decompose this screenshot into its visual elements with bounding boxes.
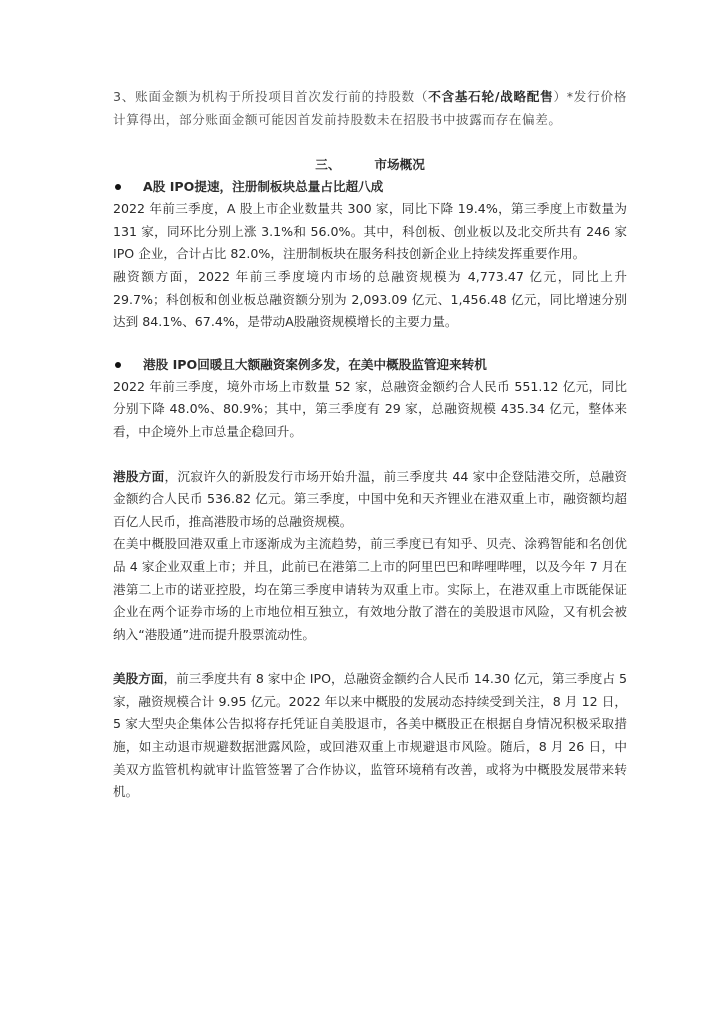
bullet-heading-text: A股 IPO提速，注册制板块总量占比超八成 [143,179,384,195]
overseas-paragraph: 2022 年前三季度，境外市场上市数量 52 家，总融资金额约合人民币 551.12 亿元，同比分别下降 48.0%、80.9%；其中，第三季度有 29 家，总融资规模 435.34 亿元，整体来看，中企境外上市总量企稳回升。 [113,378,627,439]
bullet-dot-icon [115,362,121,368]
document-page [113,86,627,804]
footnote-paragraph [113,86,627,131]
bullet-dot-icon [115,184,121,190]
hk-paragraph-2: 在美中概股回港双重上市逐渐成为主流趋势，前三季度已有知乎、贝壳、涂鸦智能和名创优品 4 家企业双重上市；并且，此前已在港第二上市的阿里巴巴和哔哩哔哩，以及今年 7 月在港第二上市的诺亚控股，均在第三季度申请转为双重上市。实际上，在港双重上市既能保证企业在两个证券市场的上市地位相互独立，有效地分散了潜在的美股退市风险，又有机会被纳入“港股通”进而提升股票流动性。 [113,536,627,642]
us-paragraph [113,668,627,804]
hk-paragraph-1 [113,466,627,534]
footnote-text-end: ）*发行价格计算得出，部分账面金额可能因首发前持股数未在招股书中披露而存在偏差。 [113,89,627,127]
us-paragraph-text: ，前三季度共有 8 家中企 IPO，总融资金额约合人民币 14.30 亿元，第三季度占 5 家，融资规模合计 9.95 亿元。2022 年以来中概股的发展动态持续受到关注，8 月 12 日，5 家大型央企集体公告拟将存托凭证自美股退市，各美中概股正在根据自身情况积极采取措施，如主动退市规避数据泄露风险，或回港双重上市规避退市风险。随后，8 月 26 日，中美双方监管机构就审计监管签署了合作协议，监管环境稍有改善，或将为中概股发展带来转机。 [113,671,627,800]
a-share-paragraph-2: 融资额方面，2022 年前三季度境内市场的总融资规模为 4,773.47 亿元，同比上升 29.7%；科创板和创业板总融资额分别为 2,093.09 亿元、1,456.48 亿元，同比增速分别达到 84.1%、67.4%，是带动A股融资规模增长的主要力量。 [113,268,627,330]
section-number: 三、 [315,157,341,173]
bullet-heading-hk-ipo [113,354,627,376]
a-share-paragraph-1: 2022 年前三季度，A 股上市企业数量共 300 家，同比下降 19.4%，第三季度上市数量为 131 家，同环比分别上涨 3.1%和 56.0%。其中，科创板、创业板以及北交所共有 246 家 IPO 企业，合计占比 82.0%，注册制板块在服务科技创新企业上持续发挥重要作用。 [113,201,627,262]
us-label: 美股方面 [113,671,164,687]
section-heading [113,154,627,176]
hk-paragraph-1-text: ，沉寂许久的新股发行市场开始升温，前三季度共 44 家中企登陆港交所，总融资金额约合人民币 536.82 亿元。第三季度，中国中免和天齐锂业在港双重上市，融资额均超百亿人民币，推高港股市场的总融资规模。 [113,468,627,529]
footnote-text-start: 3、账面金额为机构于所投项目首次发行前的持股数（ [113,89,429,104]
bullet-heading-a-share [113,176,627,198]
section-title: 市场概况 [374,157,425,173]
bullet-heading-text: 港股 IPO回暖且大额融资案例多发，在美中概股监管迎来转机 [143,356,487,372]
hk-label: 港股方面 [113,468,165,484]
footnote-bold-text: 不含基石轮/战略配售 [428,89,554,104]
